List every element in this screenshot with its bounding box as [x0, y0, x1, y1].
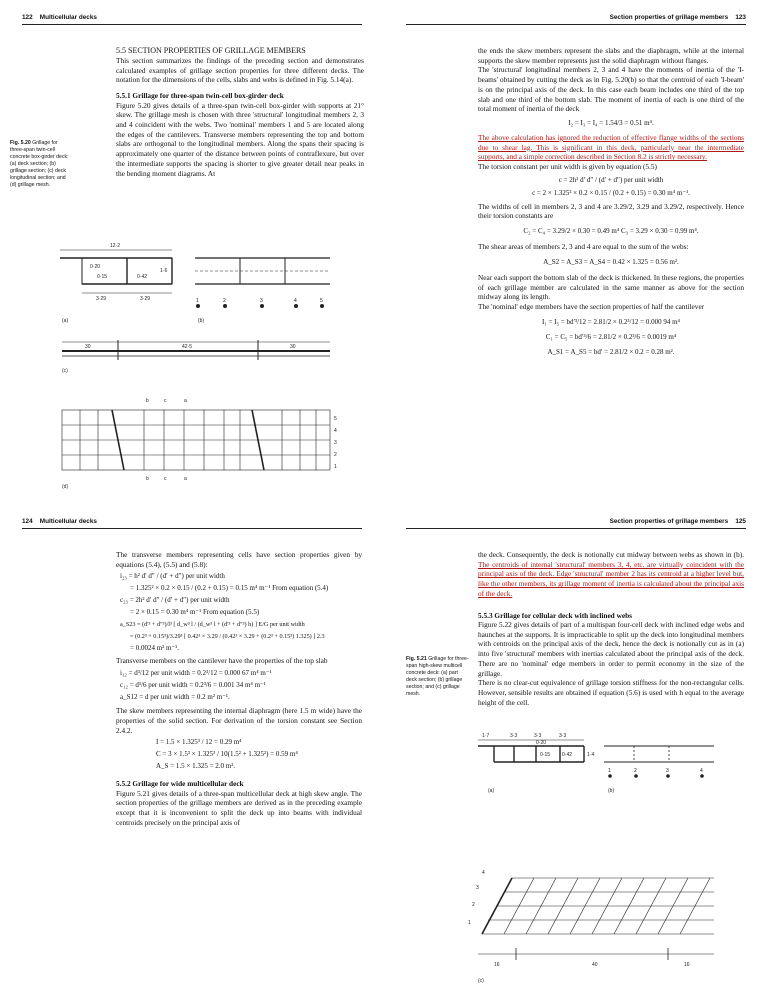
- dim-label: 3·3: [534, 733, 542, 739]
- fig-label: (c): [62, 368, 68, 374]
- equation: C₁ = C₅ = bd′³/6 = 2.81/2 × 0.2³/6 = 0.0019 m⁴: [545, 332, 677, 341]
- equation: A_S = 1.5 × 1.325 = 2.0 m².: [156, 762, 236, 771]
- paragraph: The widths of cell in members 2, 3 and 4 are 3.29/2, 3.29 and 3.29/2, respectively. Hence their torsion constants are: [478, 201, 744, 221]
- dim-label: 3·29: [96, 296, 107, 302]
- dim-label: 0·15: [540, 752, 551, 758]
- page-123: [384, 0, 768, 504]
- mesh-label: c: [164, 398, 167, 404]
- dim-label: 0·20: [536, 740, 547, 746]
- node-label: 1: [334, 464, 337, 470]
- dim-label: 3·3: [510, 733, 518, 739]
- page-125: [384, 504, 768, 1008]
- paragraph: The skew members representing the internal diaphragm (here 1.5 m wide) have the properties of the solid section. For derivation of the torsion constant see Section 2.4.2.: [116, 706, 362, 735]
- highlighted-paragraph: The above calculation has ignored the reduction of effective flange widths of the sections due to shear lag. This is significant in this deck, particularly near the intermediate supports, and a simple correction described in Section 8.2 is strictly necessary.: [478, 132, 744, 162]
- equation: a_S23 = (d′³ + d″³)/l³ [ d_w³ l / (d_w³ l + (d′³ + d″³) h) ] E/G per unit width: [120, 621, 305, 629]
- equation: = 2 × 0.15 = 0.30 m⁴ m⁻¹ From equation (5.5): [130, 608, 260, 617]
- mesh-label: a: [184, 476, 187, 482]
- header-left: 122 Multicellular decks: [22, 14, 97, 21]
- paragraph: The 'nominal' edge members have the section properties of half the cantilever: [478, 301, 705, 311]
- span-label: 30: [290, 344, 296, 350]
- highlighted-text: The centroids of internal 'structural' members 3, 4, etc. are virtually coincident with the principal axis of the deck. Edge 'structural' member 2 has its centroid at a higher level but, like the other members, its grillage moment of inertia is calculated about the principal axis of the deck.: [478, 559, 744, 598]
- mesh-label: b: [146, 398, 149, 404]
- node-label: 4: [294, 298, 297, 304]
- fig-label: (d): [62, 484, 69, 490]
- dim-label: 0·42: [137, 274, 148, 280]
- fig-label: (b): [608, 788, 615, 794]
- paragraph: The shear areas of members 2, 3 and 4 are equal to the sum of the webs:: [478, 242, 689, 252]
- node-label: 4: [482, 870, 485, 876]
- node-label: 2: [472, 902, 475, 908]
- equation: c = 2 × 1.325² × 0.2 × 0.15 / (0.2 + 0.15) = 0.30 m⁴ m⁻¹.: [532, 188, 690, 197]
- equation: I = 1.5 × 1.325³ / 12 = 0.29 m⁴: [156, 738, 242, 747]
- node-label: 3: [666, 768, 669, 774]
- equation: i₁₂ = d³/12 per unit width = 0.2³/12 = 0.000 67 m⁴ m⁻¹: [120, 669, 272, 678]
- equation: I₂ = I₃ = I₄ = 1.54/3 = 0.51 m⁴.: [568, 118, 654, 127]
- equation: = 1.325² × 0.2 × 0.15 / (0.2 + 0.15) = 0.15 m⁴ m⁻¹ From equation (5.4): [130, 584, 329, 593]
- equation: A_S2 = A_S3 = A_S4 = 0.42 × 1.325 = 0.56 m².: [543, 257, 679, 266]
- span-label: 30: [85, 344, 91, 350]
- node-label: 4: [700, 768, 703, 774]
- fig-label: (b): [198, 318, 205, 324]
- header-left: 124 Multicellular decks: [22, 518, 97, 525]
- equation: = 0.0024 m² m⁻¹.: [130, 644, 179, 653]
- fig-label: (a): [62, 318, 69, 324]
- figure-5-20: [0, 0, 384, 504]
- dim-label: 0·15: [97, 274, 108, 280]
- node-label: 4: [334, 428, 337, 434]
- paragraph: the deck. Consequently, the deck is notionally cut midway between webs as shown in (b). The centroids of internal 'structural' members 3, 4, etc. are virtually coincident with the principal axis of the deck. Edge 'structural' member 2 has its centroid at a higher level but, like the other members, its grillage moment of inertia is calculated about the principal axis of the deck.: [478, 550, 744, 598]
- node-label: 1: [468, 920, 471, 926]
- equation: c = 2h² d′ d″ / (d′ + d″) per unit width: [558, 175, 664, 184]
- figure-caption: Fig. 5.20 Grillage for three-span twin-cell concrete box-girder deck: (a) deck section; (b) grillage section; (c) deck longitudinal section; and (d) grillage mesh.: [10, 140, 69, 188]
- page-122: [0, 0, 384, 504]
- dim-label: 1·7: [482, 733, 490, 739]
- dim-label: 3·3: [559, 733, 567, 739]
- dim-label: 1·6: [160, 268, 168, 274]
- node-label: 3: [476, 885, 479, 891]
- subsection-paragraph: Figure 5.20 gives details of a three-span twin-cell box-girder with supports at 21° skew. The grillage mesh is chosen with three 'structural' longitudinal members 2, 3 and 4 coincident with the webs. Two 'nominal' members 1 and 5 are located along the edges of the cantilevers. Transverse members representing the top and bottom slabs are orthogonal to the longitudinal members. Along the spans their spacing is approximately one quarter of the distance between points of contraflexure, but over the intermediate supports the spacing is shorter to give greater detail near peaks in the bending moment diagrams. At: [116, 100, 364, 178]
- paragraph: The transverse members representing cells have section properties given by equations (5.4), (5.5) and (5.8):: [116, 550, 362, 569]
- paragraph: the ends the skew members represent the slabs and the diaphragm, while at the internal supports the skew member represents just the solid diaphragm without flanges.: [478, 46, 744, 65]
- mesh-label: b: [146, 476, 149, 482]
- equation: c₁₂ = d³/6 per unit width = 0.2³/6 = 0.001 34 m⁴ m⁻¹: [120, 681, 266, 690]
- span-label: 40: [592, 962, 598, 968]
- paragraph: The 'structural' longitudinal members 2, 3 and 4 have the moments of inertia of the 'I-beams' obtained by cutting the deck as in Fig. 5.20(b) so that the centroid of each 'I-beam' is on the principal axis of the deck. In this case each beam includes one third of the top slab and one third of the bottom slab. The moment of inertia of each is one third of the total moment of inertia of the deck: [478, 65, 744, 114]
- subsection-title: 5.5.1 Grillage for three-span twin-cell box-girder deck: [116, 91, 284, 101]
- equation: i₂₃ = h² d′ d″ / (d′ + d″) per unit width: [120, 572, 225, 581]
- span-label: 42·5: [182, 344, 193, 350]
- subsection-title: 5.5.2 Grillage for wide multicellular deck: [116, 779, 244, 789]
- equation: C = 3 × 1.5³ × 1.325³ / 10(1.5² + 1.325²) = 0.59 m⁴: [156, 750, 298, 759]
- paragraph: There is no clear-cut equivalence of grillage torsion stiffness for the non-rectangular cells. However, sensible results are obtained if equation (5.6) is used with h equal to the average height of the cell.: [478, 678, 744, 707]
- header-right: Section properties of grillage members 125: [609, 518, 746, 525]
- node-label: 1: [608, 768, 611, 774]
- running-header: [22, 514, 362, 529]
- equation: A_S1 = A_S5 = bd′ = 2.81/2 × 0.2 = 0.28 m².: [547, 347, 675, 356]
- node-label: 2: [634, 768, 637, 774]
- section-title: 5.5 SECTION PROPERTIES OF GRILLAGE MEMBERS: [116, 46, 306, 55]
- dim-label: 0·42: [562, 752, 573, 758]
- mesh-label: a: [184, 398, 187, 404]
- node-label: 2: [334, 452, 337, 458]
- equation: I₁ = I₅ = bd′³/12 = 2.81/2 × 0.2³/12 = 0.000 94 m⁴: [542, 317, 680, 326]
- node-label: 5: [320, 298, 323, 304]
- node-label: 5: [334, 416, 337, 422]
- dim-label: 0·20: [90, 264, 101, 270]
- paragraph: The torsion constant per unit width is given by equation (5.5): [478, 162, 657, 172]
- span-label: 16: [494, 962, 500, 968]
- node-label: 1: [196, 298, 199, 304]
- paragraph: Near each support the bottom slab of the deck is thickened. In these regions, the properties of each grillage member are calculated in the same manner as above for the section midway along its length.: [478, 272, 744, 302]
- subsection-title: 5.5.3 Grillage for cellular deck with inclined webs: [478, 610, 632, 620]
- equation: a_S12 = d per unit width = 0.2 m² m⁻¹.: [120, 693, 230, 702]
- intro-paragraph: This section summarizes the findings of the preceding section and demonstrates calculated examples of grillage section properties for three different decks. The notation for the dimensions of the cells, slabs and webs is defined in Fig. 5.14(a).: [116, 56, 364, 85]
- equation: = (0.2³ + 0.15³)/3.29³ [ 0.42³ × 3.29 / (0.42³ × 3.29 + (0.2³ + 0.15³) 1.325) ] 2.3: [130, 633, 325, 641]
- dim-label: 3·29: [140, 296, 151, 302]
- span-label: 16: [684, 962, 690, 968]
- equation: c₂₃ = 2h² d′ d″ / (d′ + d″) per unit width: [120, 596, 230, 605]
- page-124-body: [116, 550, 362, 828]
- node-label: 3: [334, 440, 337, 446]
- header-right: Section properties of grillage members 123: [609, 14, 746, 21]
- paragraph: Figure 5.21 gives details of a three-span multicellular deck at high skew angle. The section properties of the grillage members are derived as in the preceding example except that it is inconvenient to split the deck up into beams with individual centroids precisely on the principal axis of: [116, 788, 362, 827]
- fig-label: (c): [478, 978, 484, 984]
- paragraph: Figure 5.22 gives details of part of a multispan four-cell deck with inclined edge webs and haunches at the supports. It is impracticable to split up the deck into longitudinal members with centroids on the principal axis of the deck, hence the deck is notionally cut as in (a) into five 'structural' members with inertias calculated about the principal axis of the deck. There are no 'nominal' edge members in order to permit economy in the size of the grillage.: [478, 620, 744, 678]
- figure-caption: Fig. 5.21 Grillage for three-span high-skew multicell concrete deck: (a) part deck section; (b) grillage section; and (c) grillage mesh.: [406, 656, 469, 697]
- figure-5-21: [384, 504, 768, 1008]
- fig-label: (a): [488, 788, 495, 794]
- equation: C₂ = C₄ = 3.29/2 × 0.30 = 0.49 m⁴ C₃ = 3.29 × 0.30 = 0.99 m⁴.: [523, 227, 699, 236]
- dim-label: 1·4: [587, 752, 595, 758]
- mesh-label: c: [164, 476, 167, 482]
- dim-label: 12·2: [110, 243, 121, 249]
- running-header: [406, 10, 746, 25]
- paragraph: Transverse members on the cantilever have the properties of the top slab: [116, 656, 328, 666]
- page-123-body: [478, 46, 744, 363]
- node-label: 3: [260, 298, 263, 304]
- node-label: 2: [223, 298, 226, 304]
- page-124: [0, 504, 384, 1008]
